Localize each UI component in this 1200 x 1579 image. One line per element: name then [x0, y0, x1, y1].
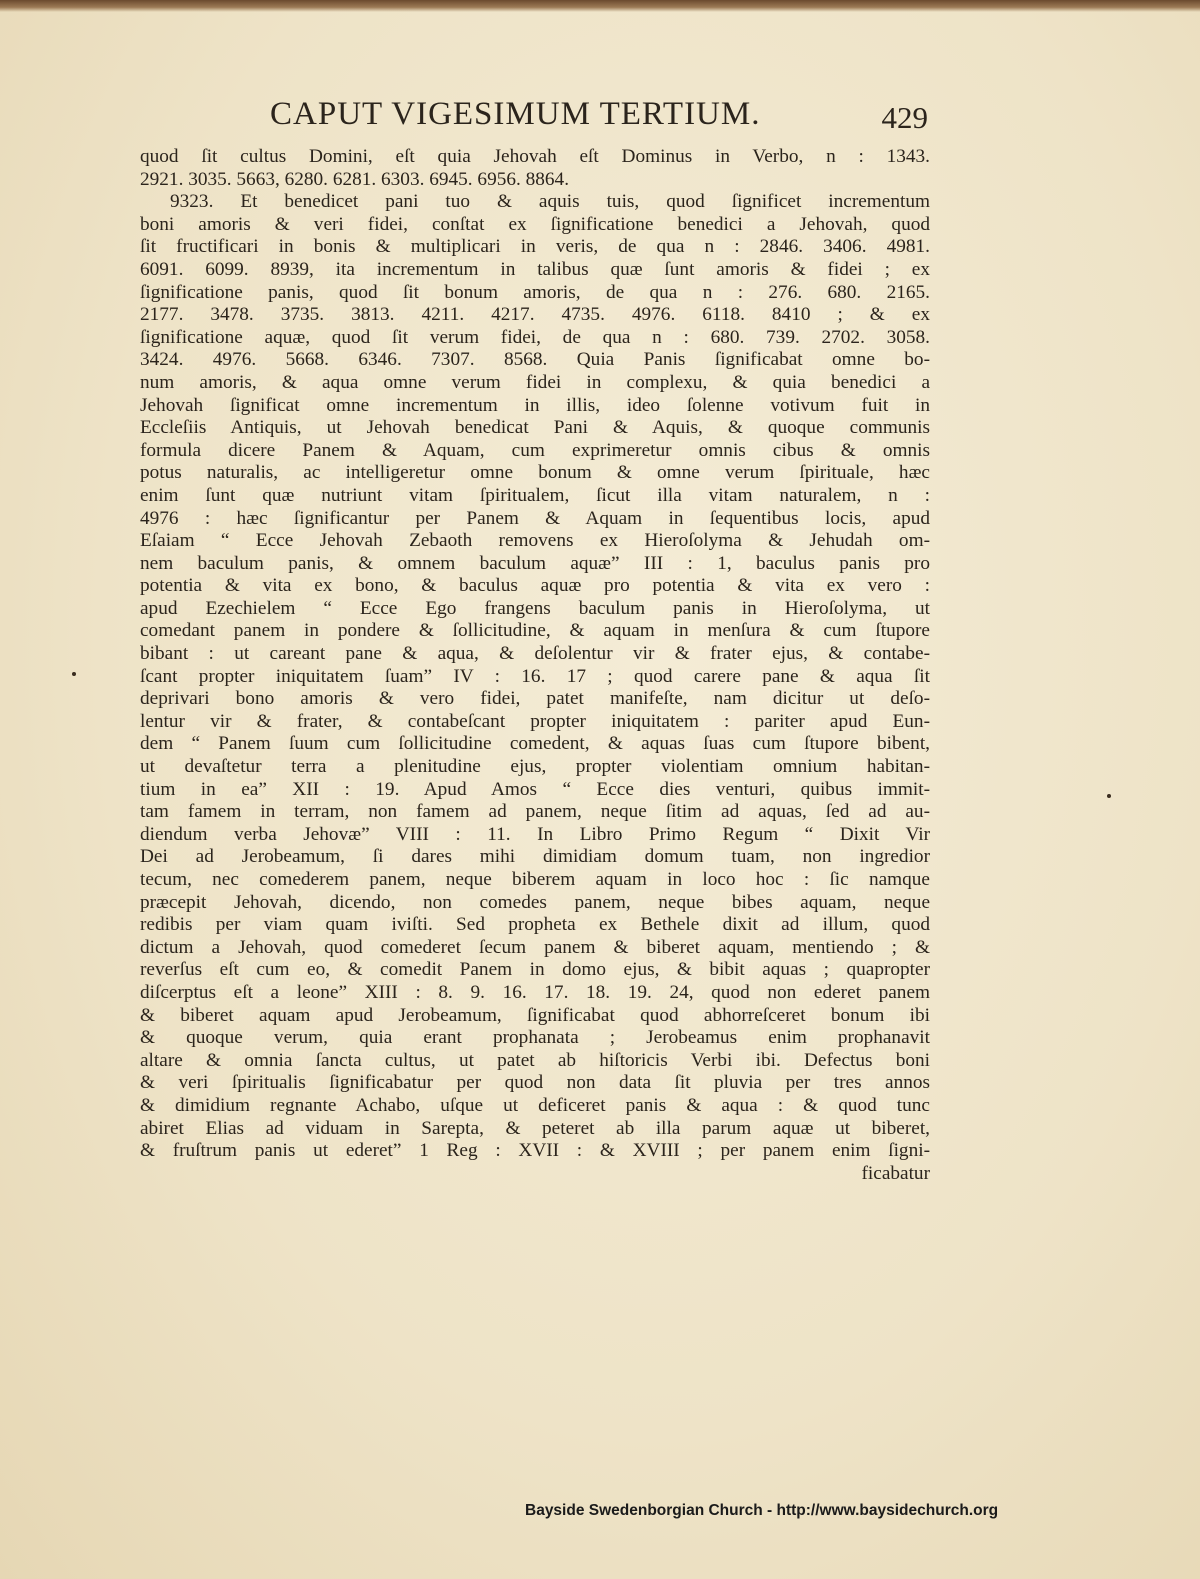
body-text [140, 146, 930, 1185]
text-line: & veri ſpiritualis ſignificabatur per quod non data ſit pluvia per tres annos [140, 1072, 930, 1094]
text-line: diſcerptus eſt a leone” XIII : 8. 9. 16. 17. 18. 19. 24, quod non ederet panem [140, 981, 930, 1003]
text-line: comedant panem in pondere & ſollicitudine, & aquam in menſura & cum ſtupore [140, 620, 930, 642]
text-line: redibis per viam quam iviſti. Sed propheta ex Bethele dixit ad illum, quod [140, 914, 930, 936]
text-line: 9323. Et benedicet pani tuo & aquis tuis, quod ſignificet incrementum [170, 191, 930, 213]
text-line: diendum verba Jehovæ” VIII : 11. In Libro Primo Regum “ Dixit Vir [140, 823, 930, 845]
text-line: ut devaſtetur terra a plenitudine ejus, propter violentiam omnium habitan- [140, 756, 930, 778]
text-line: potentia & vita ex bono, & baculus aquæ pro potentia & vita ex vero : [140, 575, 930, 597]
text-line: dem “ Panem ſuum cum ſollicitudine comedent, & aquas ſuas cum ſtupore bibent, [140, 733, 930, 755]
text-line: & fruſtrum panis ut ederet” 1 Reg : XVII : & XVIII ; per panem enim ſigni- [140, 1140, 930, 1162]
page-top-edge [0, 0, 1200, 12]
text-line: tam famem in terram, non famem ad panem, neque ſitim ad aquas, ſed ad au- [140, 801, 930, 823]
text-line: potus naturalis, ac intelligeretur omne bonum & omne verum ſpirituale, hæc [140, 462, 930, 484]
text-line: formula dicere Panem & Aquam, cum exprimeretur omnis cibus & omnis [140, 439, 930, 461]
text-line: deprivari bono amoris & vero fidei, patet manifeſte, nam dicitur ut deſo- [140, 688, 930, 710]
text-line: & quoque verum, quia erant prophanata ; Jerobeamus enim prophanavit [140, 1027, 930, 1049]
catchword: ficabatur [861, 1162, 930, 1184]
footer-credit-link[interactable]: Bayside Swedenborgian Church - http://www.baysidechurch.org [525, 1502, 999, 1519]
text-line: 6091. 6099. 8939, ita incrementum in talibus quæ ſunt amoris & fidei ; ex [140, 258, 930, 280]
text-line: 4976 : hæc ſignificantur per Panem & Aquam in ſequentibus locis, apud [140, 507, 930, 529]
page-header [140, 96, 930, 140]
text-line: enim ſunt quæ nutriunt vitam ſpiritualem, ſicut illa vitam naturalem, n : [140, 484, 930, 506]
running-title: CAPUT VIGESIMUM TERTIUM. [270, 96, 761, 132]
text-line: Eſaiam “ Ecce Jehovah Zebaoth removens ex Hieroſolyma & Jehudah om- [140, 530, 930, 552]
text-line: 3424. 4976. 5668. 6346. 7307. 8568. Quia Panis ſignificabat omne bo- [140, 349, 930, 371]
ink-speck [72, 672, 76, 676]
text-line: abiret Elias ad viduam in Sarepta, & peteret ab illa parum aquæ ut biberet, [140, 1117, 930, 1139]
text-line: bibant : ut careant pane & aqua, & deſolentur vir & frater ejus, & contabe- [140, 643, 930, 665]
text-line: Eccleſiis Antiquis, ut Jehovah benedicat Pani & Aquis, & quoque communis [140, 417, 930, 439]
text-line: nem baculum panis, & omnem baculum aquæ” III : 1, baculus panis pro [140, 552, 930, 574]
text-line: ſcant propter iniquitatem ſuam” IV : 16. 17 ; quod carere pane & aqua ſit [140, 665, 930, 687]
text-line: ſit fructificari in bonis & multiplicari in veris, de qua n : 2846. 3406. 4981. [140, 236, 930, 258]
text-line: & dimidium regnante Achabo, uſque ut deficeret panis & aqua : & quod tunc [140, 1094, 930, 1116]
text-line: ſignificatione panis, quod ſit bonum amoris, de qua n : 276. 680. 2165. [140, 281, 930, 303]
text-line: quod ſit cultus Domini, eſt quia Jehovah eſt Dominus in Verbo, n : 1343. [140, 146, 930, 167]
text-line: Dei ad Jerobeamum, ſi dares mihi dimidiam domum tuam, non ingredior [140, 846, 930, 868]
text-line: tium in ea” XII : 19. Apud Amos “ Ecce dies venturi, quibus immit- [140, 778, 930, 800]
text-line: dictum a Jehovah, quod comederet ſecum panem & biberet aquam, mentiendo ; & [140, 936, 930, 958]
ink-speck [1107, 794, 1111, 798]
text-line: altare & omnia ſancta cultus, ut patet ab hiſtoricis Verbi ibi. Defectus boni [140, 1049, 930, 1071]
text-line: & biberet aquam apud Jerobeamum, ſignificabat quod abhorreſceret bonum ibi [140, 1004, 930, 1026]
text-line: boni amoris & veri fidei, conſtat ex ſignificatione benedici a Jehovah, quod [140, 213, 930, 235]
text-line: 2177. 3478. 3735. 3813. 4211. 4217. 4735. 4976. 6118. 8410 ; & ex [140, 304, 930, 326]
text-line: ſignificatione aquæ, quod ſit verum fidei, de qua n : 680. 739. 2702. 3058. [140, 326, 930, 348]
text-line: Jehovah ſignificat omne incrementum in illis, ideo ſolenne votivum fuit in [140, 394, 930, 416]
text-line: præcepit Jehovah, dicendo, non comedes panem, neque bibes aquam, neque [140, 891, 930, 913]
text-line: num amoris, & aqua omne verum fidei in complexu, & quia benedici a [140, 371, 930, 393]
page-number: 429 [881, 100, 928, 135]
text-line: lentur vir & frater, & contabeſcant propter iniquitatem : pariter apud Eun- [140, 710, 930, 732]
text-line: reverſus eſt cum eo, & comedit Panem in domo ejus, & bibit aquas ; quapropter [140, 959, 930, 981]
text-line: 2921. 3035. 5663, 6280. 6281. 6303. 6945. 6956. 8864. [140, 168, 570, 190]
text-line: apud Ezechielem “ Ecce Ego frangens baculum panis in Hieroſolyma, ut [140, 597, 930, 619]
text-line: tecum, nec comederem panem, neque biberem aquam in loco hoc : ſic namque [140, 869, 930, 890]
